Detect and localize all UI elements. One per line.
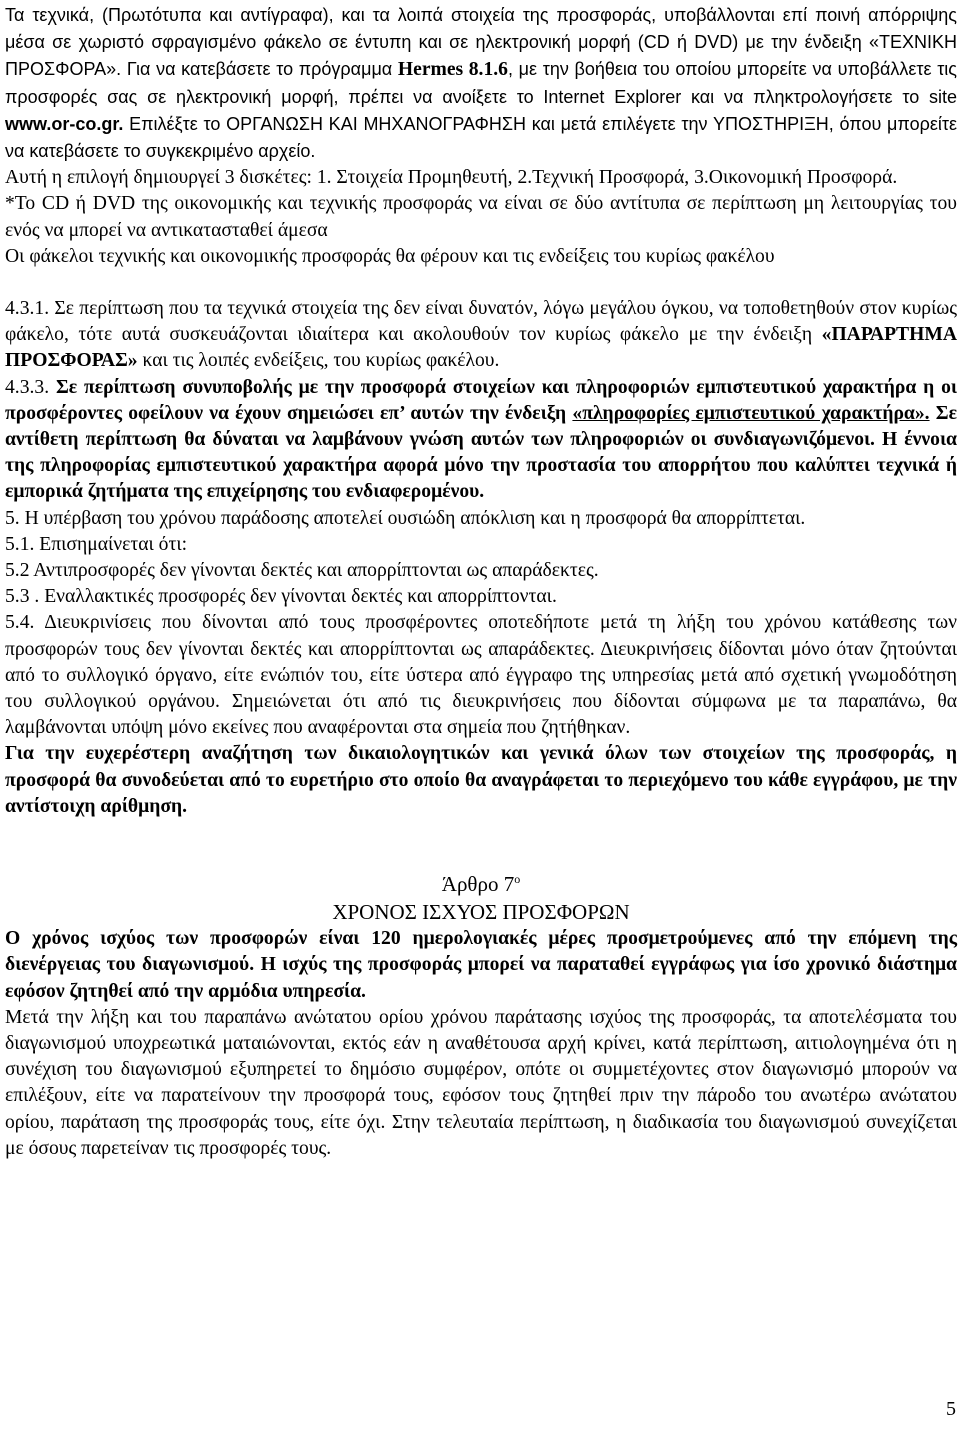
document-body [5,2,957,1162]
text-segment: 4.3.1. Σε περίπτωση που τα τεχνικά στοιχεία της δεν είναι δυνατόν, λόγω μεγάλου όγκου, να τοποθετηθούν στον κυρίως φάκελο, τότε αυτά συσκευάζονται ιδιαίτερα και ακολουθούν τον κυρίως φάκελο με την ένδειξη [5,298,957,346]
paragraph-5-2: 5.2 Αντιπροσφορές δεν γίνονται δεκτές και απορρίπτονται ως απαράδεκτες. [5,560,599,582]
article-title-superscript: ο [514,872,521,887]
paragraph-5-4: 5.4. Διευκρινίσεις που δίνονται από τους προσφέροντες οποτεδήποτε μετά τη λήξη του χρόνου κατάθεσης των προσφορών τους δεν γίνονται δεκτές και απορρίπτονται ως απαράδεκτες. Διευκρινήσεις δίδονται μόνο όταν ζητούνται από το συλλογικό όργανο, είτε ενώπιόν του, είτε ύστερα από έγγραφο της υπηρεσίας μετά από σχετική γνωμοδότηση του συλλογικού οργάνου. Σημειώνεται ότι από τις διευκρινήσεις που δίδονται σύμφωνα με τα παραπάνω, θα λαμβάνονται υπόψη μόνο εκείνες που αναφέρονται στα σημεία που ζητήθηκαν. [5,612,957,739]
paragraph-disks: Αυτή η επιλογή δημιουργεί 3 δισκέτες: 1. Στοιχεία Προμηθευτή, 2.Τεχνική Προσφορά, 3.Οικονομική Προσφορά. [5,167,898,189]
page-number: 5 [946,1398,956,1420]
article-title-text: Άρθρο 7 [441,872,515,897]
article-title [5,870,957,898]
site-url[interactable]: www.or-co.gr. [5,113,124,134]
paragraph-cd-dvd: *Το CD ή DVD της οικονομικής και τεχνικής προσφοράς να είναι σε δύο αντίτυπα σε περίπτωση μη λειτουργίας του ενός να μπορεί να αντικατασταθεί άμεσα [5,193,957,241]
paragraph-after-expiry: Μετά την λήξη και του παραπάνω ανώτατου ορίου χρόνου παράτασης ισχύος της προσφοράς, τα αποτελέσματα του διαγωνισμού υποχρεωτικά ματαιώνονται, εκτός εάν η αναθέτουσα αρχή κρίνει, κατά περίπτωση, αιτιολογημένα ότι η συνέχιση του διαγωνισμού εξυπηρετεί το δημόσιο συμφέρον, οπότε οι συμμετέχοντες στον διαγωνισμό μπορούν να επιλέξουν, είτε να παρατείνουν την προσφορά τους, εφόσον τους ζητηθεί πριν την πάροδο του ανωτέρω ανώτατου ορίου, παράταση της προσφοράς τους, είτε όχι. Στην τελευταία περίπτωση, η διαδικασία του διαγωνισμού συνεχίζεται με όσους παρετείναν τις προσφορές τους. [5,1006,957,1159]
text-segment: , με την βοήθεια του οποίου μπορείτε να υποβάλλετε τις προσφορές σας σε ηλεκτρονική μορφή, πρέπει να ανοίξετε το Internet Explorer και να πληκτρολογήσετε το site [5,59,957,107]
spacer [5,270,957,296]
paragraph-index-requirement: Για την ευχερέστερη αναζήτηση των δικαιολογητικών και γενικά όλων των στοιχείων της προσφοράς, η προσφορά θα συνοδεύεται από το ευρετήριο στο οποίο θα αναγράφεται το περιεχόμενο του κάθε εγγράφου, με την αντίστοιχη αρίθμηση. [5,743,957,817]
paragraph-envelopes: Οι φάκελοι τεχνικής και οικονομικής προσφοράς θα φέρουν και τις ενδείξεις του κυρίως φακέλου [5,245,775,267]
paragraph-5-1: 5.1. Επισημαίνεται ότι: [5,533,188,555]
text-segment: Επιλέξτε το ΟΡΓΑΝΩΣΗ ΚΑΙ ΜΗΧΑΝΟΓΡΑΦΗΣΗ και μετά επιλέγετε την ΥΠΟΣΤΗΡΙΞΗ, όπου μπορείτε να κατεβάσετε το συγκεκριμένο αρχείο. [5,113,957,162]
text-segment: Σε αντίθετη περίπτωση θα δύναται να λαμβάνουν γνώση αυτών των πληροφοριών οι συνδιαγωνιζόμενοι. Η έννοια της πληροφορίας εμπιστευτικού χαρακτήρα αφορά μόνο την προστασία του απορρήτου που καλύπτει τεχνικά ή εμπορικά ζητήματα της επιχείρησης του ενδιαφερομένου. [5,402,957,503]
annex-label: «ΠΑΡΑΡΤΗΜΑ ΠΡΟΣΦΟΡΑΣ» [5,324,957,372]
paragraph-5: 5. Η υπέρβαση του χρόνου παράδοσης αποτελεί ουσιώδη απόκλιση και η προσφορά θα απορρίπτεται. [5,507,806,529]
paragraph-4-3-1 [5,296,957,375]
text-segment: Σε περίπτωση συνυποβολής με την προσφορά στοιχείων και πληροφοριών εμπιστευτικού χαρακτήρα η οι προσφέροντες οφείλουν να έχουν σημειώσει επ’ αυτών την ένδειξη [5,376,958,424]
paragraph-technical-offer [5,2,957,165]
paragraph-4-3-3 [5,375,957,506]
section-number: 4.3.3. [5,376,56,398]
article-subtitle: ΧΡΟΝΟΣ ΙΣΧΥΟΣ ΠΡΟΣΦΟΡΩΝ [332,900,630,925]
text-segment: και τις λοιπές ενδείξεις, του κυρίως φακέλου. [137,350,500,372]
paragraph-validity-period: Ο χρόνος ισχύος των προσφορών είναι 120 ημερολογιακές μέρες προσμετρούμενες από την επόμενη της διενέργειας του διαγωνισμού. Η ισχύς της προσφοράς μπορεί να παραταθεί εγγράφως για ίσο χρονικό διάστημα εφόσον ζητηθεί από την αρμόδια υπηρεσία. [5,928,957,1002]
text-segment: Τα τεχνικά, (Πρωτότυπα και αντίγραφα), και τα λοιπά στοιχεία της προσφοράς, υποβάλλονται επί ποινή απόρριψης μέσα σε χωριστό σφραγισμένο φάκελο σε έντυπη και σε ηλεκτρονική μορφή (CD ή DVD) με την ένδειξη «ΤΕΧΝΙΚΗ ΠΡΟΣΦΟΡΑ». Για να κατεβάσετε το πρόγραμμα [5,5,957,80]
spacer [5,820,957,870]
hermes-program-name: Hermes 8.1.6 [397,59,508,81]
paragraph-5-3: 5.3 . Εναλλακτικές προσφορές δεν γίνονται δεκτές και απορρίπτονται. [5,586,557,608]
confidential-label: «πληροφορίες εμπιστευτικού χαρακτήρα». [572,402,930,424]
